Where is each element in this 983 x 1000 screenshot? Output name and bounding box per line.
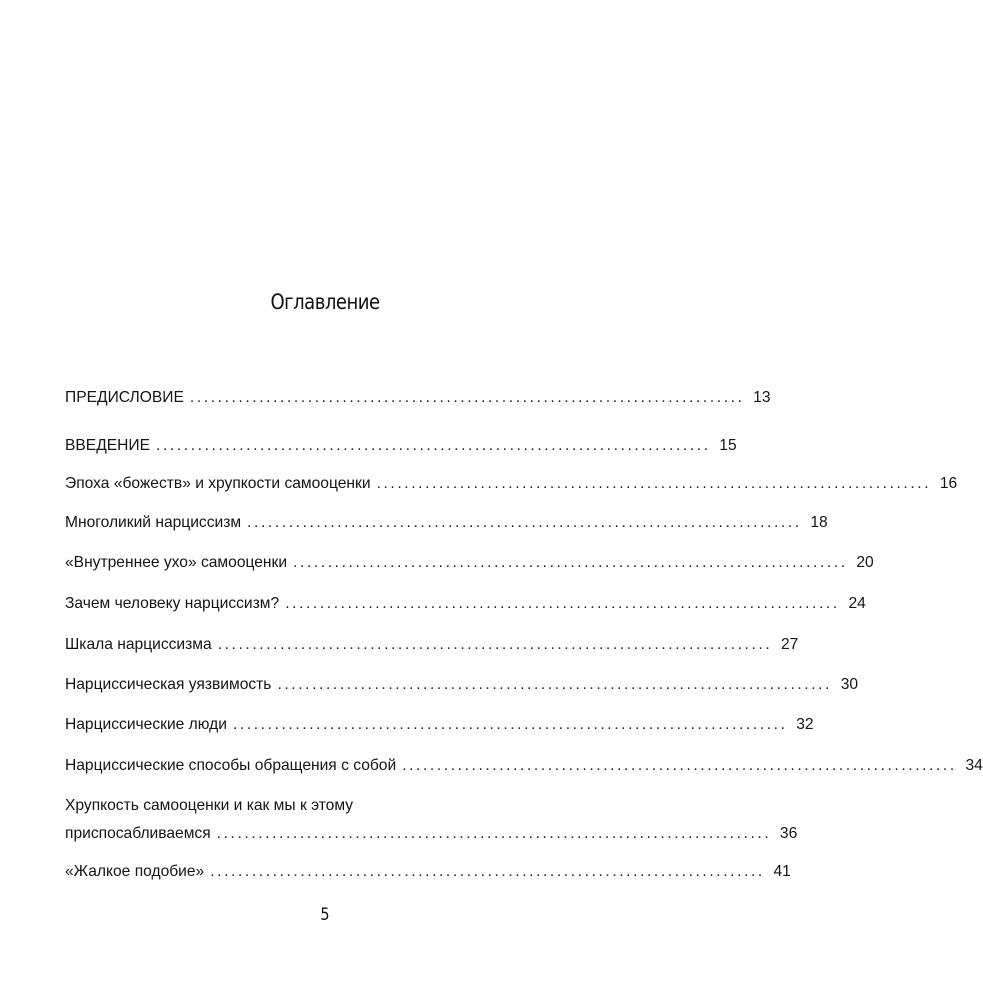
toc-entry-page: 16 [939, 475, 958, 492]
toc-entry-label: Нарциссическая уязвимость [65, 676, 272, 693]
toc-entry-page: 27 [780, 636, 799, 653]
dot-leader: ................................................................................ [156, 437, 711, 454]
toc-entry-page: 15 [719, 437, 737, 454]
dot-leader: ................................................................................ [293, 554, 848, 571]
toc-entry-label: ПРЕДИСЛОВИЕ [65, 389, 184, 406]
toc-entry-label: Многоликий нарциссизм [65, 514, 242, 531]
toc-entry [65, 631, 799, 659]
toc-entry-label: ВВЕДЕНИЕ [65, 437, 151, 454]
toc-entry-page: 32 [796, 716, 814, 733]
dot-leader: ................................................................................ [285, 595, 840, 612]
dot-leader: ................................................................................ [217, 636, 773, 653]
toc-entry [65, 470, 958, 498]
toc-entry [65, 792, 798, 848]
toc-entry-label: Шкала нарциссизма [65, 636, 212, 653]
dot-leader: ................................................................................ [376, 475, 932, 492]
toc-entry [65, 858, 791, 886]
dot-leader: ................................................................................ [189, 389, 745, 406]
toc-entry-page: 20 [856, 554, 874, 571]
toc-entry [65, 432, 737, 460]
dot-leader: ................................................................................ [210, 863, 765, 880]
dot-leader: ................................................................................ [216, 825, 772, 842]
dot-leader: ................................................................................ [277, 676, 833, 693]
toc-entry [65, 671, 859, 699]
toc-entry [65, 509, 828, 537]
toc-entry-page: 24 [848, 595, 866, 612]
toc-entry [65, 590, 866, 618]
toc-entry-label: Зачем человеку нарциссизм? [65, 595, 280, 612]
toc-entry [65, 549, 874, 577]
toc-entry [65, 711, 814, 739]
toc-entry [65, 384, 771, 412]
toc-entry-label: «Внутреннее ухо» самооценки [65, 554, 288, 571]
dot-leader: ................................................................................ [402, 757, 957, 774]
page-number: 5 [320, 905, 330, 925]
toc-entry-page: 18 [810, 514, 828, 531]
toc-entry-label-line1: Хрупкость самооценки и как мы к этому [65, 797, 354, 814]
toc-entry-page: 34 [965, 757, 983, 774]
toc-entry-page: 30 [840, 676, 859, 693]
toc-entry-label: Эпоха «божеств» и хрупкости самооценки [65, 475, 371, 492]
toc-entry-label: «Жалкое подобие» [65, 863, 205, 880]
dot-leader: ................................................................................ [232, 716, 788, 733]
toc-entry [65, 752, 983, 780]
dot-leader: ................................................................................ [247, 514, 802, 531]
toc-entry-label: приспосабливаемся [65, 825, 211, 842]
toc-entry-page: 36 [779, 825, 798, 842]
toc-entry-label: Нарциссические способы обращения с собой [65, 757, 397, 774]
toc-title: Оглавление [270, 290, 380, 314]
toc-entry-label: Нарциссические люди [65, 716, 227, 733]
toc-entry-page: 13 [753, 389, 771, 406]
toc-entry-page: 41 [773, 863, 791, 880]
